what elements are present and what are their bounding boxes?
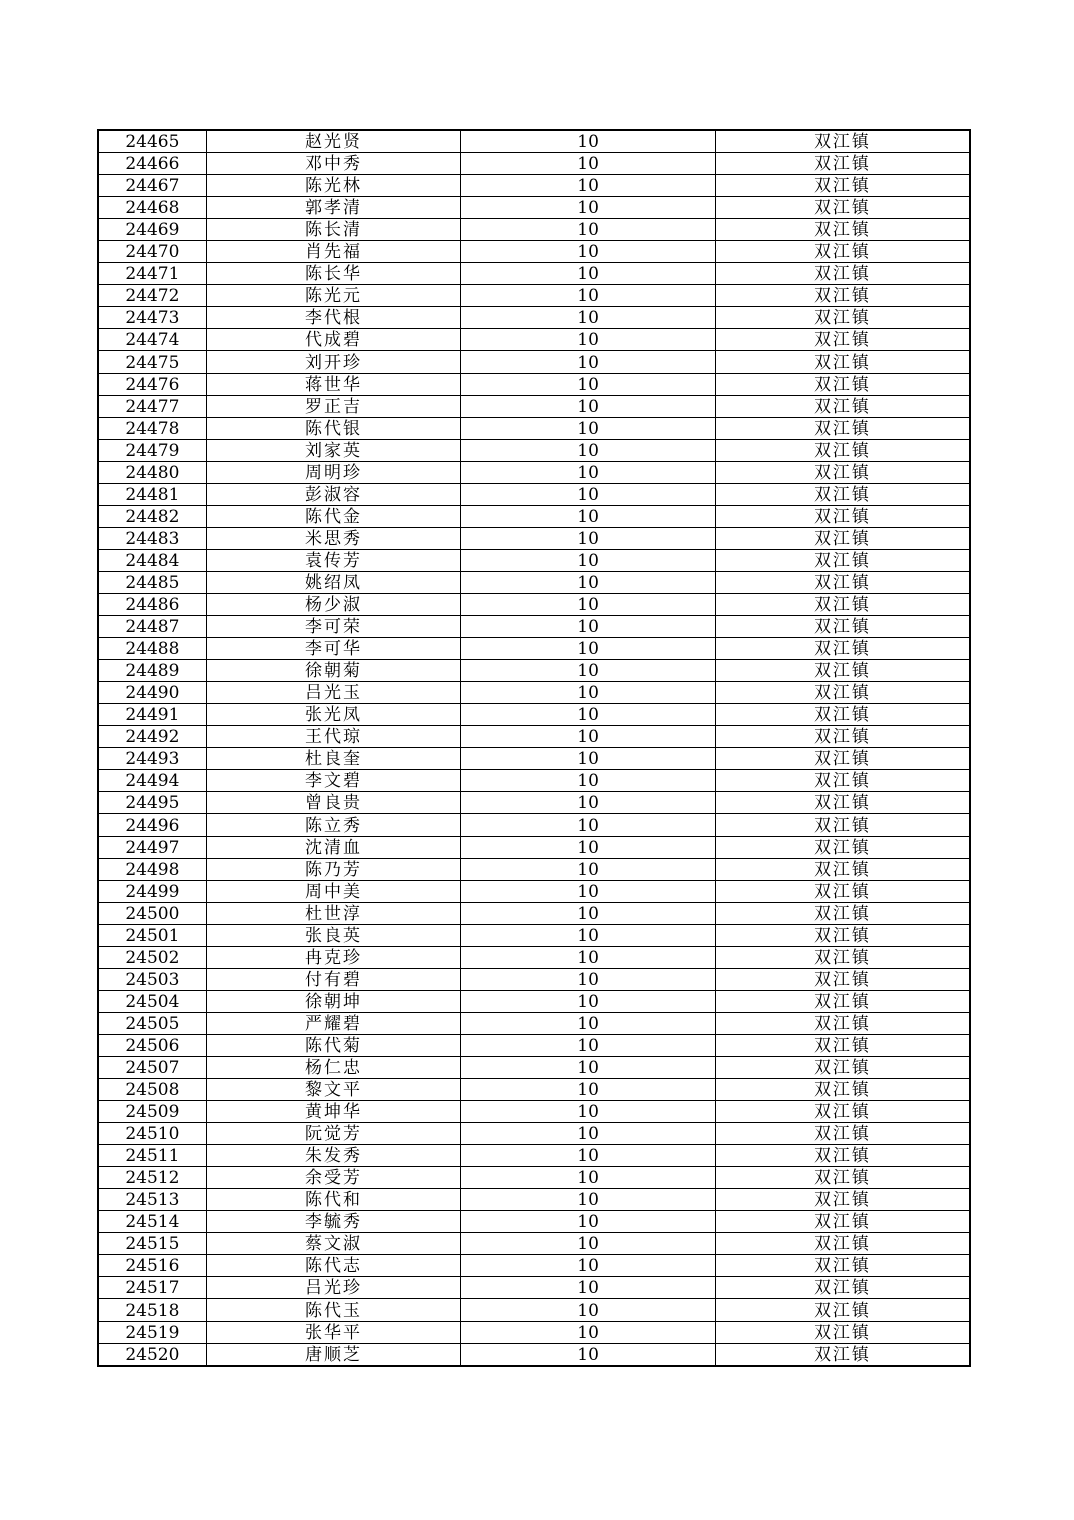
amount-cell: 10 [461, 924, 716, 946]
name-cell: 张光凤 [206, 704, 461, 726]
row-number-cell: 24496 [98, 814, 206, 836]
name-cell: 朱发秀 [206, 1145, 461, 1167]
name-cell: 付有碧 [206, 968, 461, 990]
name-cell: 陈代玉 [206, 1299, 461, 1321]
amount-cell: 10 [461, 704, 716, 726]
table-row [98, 1034, 970, 1056]
amount-cell: 10 [461, 1211, 716, 1233]
town-cell: 双江镇 [715, 175, 970, 197]
amount-cell: 10 [461, 285, 716, 307]
name-cell: 姚绍凤 [206, 571, 461, 593]
table-row [98, 1123, 970, 1145]
row-number-cell: 24479 [98, 439, 206, 461]
amount-cell: 10 [461, 1079, 716, 1101]
town-cell: 双江镇 [715, 1012, 970, 1034]
row-number-cell: 24501 [98, 924, 206, 946]
name-cell: 赵光贤 [206, 130, 461, 153]
row-number-cell: 24474 [98, 329, 206, 351]
name-cell: 黄坤华 [206, 1101, 461, 1123]
table-row [98, 836, 970, 858]
row-number-cell: 24488 [98, 638, 206, 660]
row-number-cell: 24520 [98, 1343, 206, 1366]
row-number-cell: 24504 [98, 990, 206, 1012]
row-number-cell: 24481 [98, 483, 206, 505]
name-cell: 陈代菊 [206, 1034, 461, 1056]
town-cell: 双江镇 [715, 638, 970, 660]
name-cell: 吕光珍 [206, 1277, 461, 1299]
amount-cell: 10 [461, 527, 716, 549]
table-row [98, 241, 970, 263]
amount-cell: 10 [461, 505, 716, 527]
name-cell: 肖先福 [206, 241, 461, 263]
amount-cell: 10 [461, 660, 716, 682]
name-cell: 杨仁忠 [206, 1056, 461, 1078]
row-number-cell: 24511 [98, 1145, 206, 1167]
table-row [98, 571, 970, 593]
table-body [98, 130, 970, 1366]
amount-cell: 10 [461, 726, 716, 748]
name-cell: 李代根 [206, 307, 461, 329]
amount-cell: 10 [461, 682, 716, 704]
town-cell: 双江镇 [715, 461, 970, 483]
row-number-cell: 24512 [98, 1167, 206, 1189]
amount-cell: 10 [461, 1189, 716, 1211]
table-row [98, 461, 970, 483]
row-number-cell: 24489 [98, 660, 206, 682]
row-number-cell: 24508 [98, 1079, 206, 1101]
row-number-cell: 24465 [98, 130, 206, 153]
amount-cell: 10 [461, 858, 716, 880]
table-row [98, 814, 970, 836]
town-cell: 双江镇 [715, 505, 970, 527]
amount-cell: 10 [461, 1277, 716, 1299]
name-cell: 唐顺芝 [206, 1343, 461, 1366]
town-cell: 双江镇 [715, 549, 970, 571]
town-cell: 双江镇 [715, 1299, 970, 1321]
name-cell: 黎文平 [206, 1079, 461, 1101]
table-row [98, 263, 970, 285]
row-number-cell: 24505 [98, 1012, 206, 1034]
name-cell: 余受芳 [206, 1167, 461, 1189]
table-row [98, 439, 970, 461]
table-row [98, 1012, 970, 1034]
table-row [98, 285, 970, 307]
name-cell: 陈光元 [206, 285, 461, 307]
row-number-cell: 24468 [98, 197, 206, 219]
town-cell: 双江镇 [715, 1145, 970, 1167]
town-cell: 双江镇 [715, 1211, 970, 1233]
row-number-cell: 24518 [98, 1299, 206, 1321]
table-row [98, 351, 970, 373]
table-row [98, 924, 970, 946]
town-cell: 双江镇 [715, 660, 970, 682]
town-cell: 双江镇 [715, 836, 970, 858]
name-cell: 李可华 [206, 638, 461, 660]
name-cell: 吕光玉 [206, 682, 461, 704]
row-number-cell: 24495 [98, 792, 206, 814]
town-cell: 双江镇 [715, 571, 970, 593]
table-row [98, 902, 970, 924]
name-cell: 陈光林 [206, 175, 461, 197]
row-number-cell: 24477 [98, 395, 206, 417]
row-number-cell: 24510 [98, 1123, 206, 1145]
row-number-cell: 24492 [98, 726, 206, 748]
town-cell: 双江镇 [715, 1277, 970, 1299]
town-cell: 双江镇 [715, 990, 970, 1012]
town-cell: 双江镇 [715, 616, 970, 638]
name-cell: 杜世淳 [206, 902, 461, 924]
table-row [98, 1211, 970, 1233]
row-number-cell: 24499 [98, 880, 206, 902]
table-row [98, 549, 970, 571]
town-cell: 双江镇 [715, 153, 970, 175]
row-number-cell: 24502 [98, 946, 206, 968]
table-row [98, 792, 970, 814]
row-number-cell: 24469 [98, 219, 206, 241]
name-cell: 李毓秀 [206, 1211, 461, 1233]
town-cell: 双江镇 [715, 792, 970, 814]
town-cell: 双江镇 [715, 748, 970, 770]
amount-cell: 10 [461, 1343, 716, 1366]
town-cell: 双江镇 [715, 682, 970, 704]
amount-cell: 10 [461, 351, 716, 373]
row-number-cell: 24475 [98, 351, 206, 373]
amount-cell: 10 [461, 1123, 716, 1145]
row-number-cell: 24515 [98, 1233, 206, 1255]
table-row [98, 417, 970, 439]
name-cell: 陈立秀 [206, 814, 461, 836]
town-cell: 双江镇 [715, 197, 970, 219]
town-cell: 双江镇 [715, 880, 970, 902]
table-row [98, 1299, 970, 1321]
row-number-cell: 24471 [98, 263, 206, 285]
town-cell: 双江镇 [715, 946, 970, 968]
row-number-cell: 24507 [98, 1056, 206, 1078]
town-cell: 双江镇 [715, 1167, 970, 1189]
amount-cell: 10 [461, 395, 716, 417]
town-cell: 双江镇 [715, 1079, 970, 1101]
table-row [98, 395, 970, 417]
town-cell: 双江镇 [715, 1343, 970, 1366]
table-row [98, 329, 970, 351]
amount-cell: 10 [461, 1299, 716, 1321]
table-row [98, 153, 970, 175]
town-cell: 双江镇 [715, 417, 970, 439]
table-row [98, 1189, 970, 1211]
name-cell: 陈长清 [206, 219, 461, 241]
amount-cell: 10 [461, 219, 716, 241]
town-cell: 双江镇 [715, 241, 970, 263]
table-row [98, 748, 970, 770]
amount-cell: 10 [461, 1255, 716, 1277]
row-number-cell: 24503 [98, 968, 206, 990]
row-number-cell: 24470 [98, 241, 206, 263]
row-number-cell: 24491 [98, 704, 206, 726]
amount-cell: 10 [461, 1167, 716, 1189]
row-number-cell: 24497 [98, 836, 206, 858]
row-number-cell: 24493 [98, 748, 206, 770]
row-number-cell: 24514 [98, 1211, 206, 1233]
name-cell: 阮觉芳 [206, 1123, 461, 1145]
table-row [98, 1145, 970, 1167]
amount-cell: 10 [461, 483, 716, 505]
town-cell: 双江镇 [715, 483, 970, 505]
table-row [98, 130, 970, 153]
table-row [98, 1056, 970, 1078]
amount-cell: 10 [461, 990, 716, 1012]
table-row [98, 1233, 970, 1255]
name-cell: 刘家英 [206, 439, 461, 461]
table-row [98, 1101, 970, 1123]
amount-cell: 10 [461, 968, 716, 990]
town-cell: 双江镇 [715, 593, 970, 615]
name-cell: 陈乃芳 [206, 858, 461, 880]
name-cell: 代成碧 [206, 329, 461, 351]
table-row [98, 990, 970, 1012]
amount-cell: 10 [461, 461, 716, 483]
amount-cell: 10 [461, 307, 716, 329]
table-row [98, 616, 970, 638]
amount-cell: 10 [461, 241, 716, 263]
table-row [98, 770, 970, 792]
amount-cell: 10 [461, 130, 716, 153]
town-cell: 双江镇 [715, 395, 970, 417]
amount-cell: 10 [461, 571, 716, 593]
row-number-cell: 24487 [98, 616, 206, 638]
table-row [98, 197, 970, 219]
name-cell: 王代琼 [206, 726, 461, 748]
table-row [98, 858, 970, 880]
table-row [98, 483, 970, 505]
name-cell: 李文碧 [206, 770, 461, 792]
name-cell: 周中美 [206, 880, 461, 902]
table-row [98, 527, 970, 549]
name-cell: 陈长华 [206, 263, 461, 285]
name-cell: 沈清血 [206, 836, 461, 858]
town-cell: 双江镇 [715, 1056, 970, 1078]
amount-cell: 10 [461, 1012, 716, 1034]
town-cell: 双江镇 [715, 968, 970, 990]
row-number-cell: 24476 [98, 373, 206, 395]
name-cell: 袁传芳 [206, 549, 461, 571]
name-cell: 杨少淑 [206, 593, 461, 615]
row-number-cell: 24482 [98, 505, 206, 527]
town-cell: 双江镇 [715, 814, 970, 836]
row-number-cell: 24473 [98, 307, 206, 329]
name-cell: 陈代和 [206, 1189, 461, 1211]
row-number-cell: 24485 [98, 571, 206, 593]
amount-cell: 10 [461, 1145, 716, 1167]
amount-cell: 10 [461, 549, 716, 571]
table-row [98, 593, 970, 615]
town-cell: 双江镇 [715, 902, 970, 924]
amount-cell: 10 [461, 373, 716, 395]
amount-cell: 10 [461, 197, 716, 219]
amount-cell: 10 [461, 1101, 716, 1123]
amount-cell: 10 [461, 880, 716, 902]
town-cell: 双江镇 [715, 1123, 970, 1145]
row-number-cell: 24513 [98, 1189, 206, 1211]
town-cell: 双江镇 [715, 726, 970, 748]
town-cell: 双江镇 [715, 130, 970, 153]
name-cell: 陈代金 [206, 505, 461, 527]
table-row [98, 219, 970, 241]
name-cell: 徐朝菊 [206, 660, 461, 682]
name-cell: 郭孝清 [206, 197, 461, 219]
table-row [98, 1167, 970, 1189]
town-cell: 双江镇 [715, 527, 970, 549]
table-row [98, 1079, 970, 1101]
amount-cell: 10 [461, 417, 716, 439]
town-cell: 双江镇 [715, 924, 970, 946]
row-number-cell: 24467 [98, 175, 206, 197]
town-cell: 双江镇 [715, 858, 970, 880]
town-cell: 双江镇 [715, 1321, 970, 1343]
town-cell: 双江镇 [715, 329, 970, 351]
row-number-cell: 24486 [98, 593, 206, 615]
table-row [98, 968, 970, 990]
table-row [98, 638, 970, 660]
table-row [98, 307, 970, 329]
name-cell: 张华平 [206, 1321, 461, 1343]
name-cell: 严耀碧 [206, 1012, 461, 1034]
town-cell: 双江镇 [715, 351, 970, 373]
table-row [98, 726, 970, 748]
name-cell: 张良英 [206, 924, 461, 946]
row-number-cell: 24483 [98, 527, 206, 549]
amount-cell: 10 [461, 329, 716, 351]
name-cell: 徐朝坤 [206, 990, 461, 1012]
row-number-cell: 24506 [98, 1034, 206, 1056]
amount-cell: 10 [461, 792, 716, 814]
name-cell: 彭淑容 [206, 483, 461, 505]
amount-cell: 10 [461, 836, 716, 858]
table-row [98, 946, 970, 968]
town-cell: 双江镇 [715, 1255, 970, 1277]
name-cell: 李可荣 [206, 616, 461, 638]
row-number-cell: 24494 [98, 770, 206, 792]
amount-cell: 10 [461, 1056, 716, 1078]
row-number-cell: 24516 [98, 1255, 206, 1277]
amount-cell: 10 [461, 593, 716, 615]
row-number-cell: 24500 [98, 902, 206, 924]
amount-cell: 10 [461, 1034, 716, 1056]
name-cell: 邓中秀 [206, 153, 461, 175]
name-cell: 冉克珍 [206, 946, 461, 968]
row-number-cell: 24472 [98, 285, 206, 307]
table-row [98, 373, 970, 395]
name-cell: 陈代银 [206, 417, 461, 439]
row-number-cell: 24490 [98, 682, 206, 704]
amount-cell: 10 [461, 1233, 716, 1255]
amount-cell: 10 [461, 748, 716, 770]
table-row [98, 660, 970, 682]
amount-cell: 10 [461, 946, 716, 968]
name-cell: 周明珍 [206, 461, 461, 483]
town-cell: 双江镇 [715, 1101, 970, 1123]
town-cell: 双江镇 [715, 373, 970, 395]
name-cell: 蔡文淑 [206, 1233, 461, 1255]
amount-cell: 10 [461, 439, 716, 461]
row-number-cell: 24517 [98, 1277, 206, 1299]
town-cell: 双江镇 [715, 285, 970, 307]
table-row [98, 704, 970, 726]
row-number-cell: 24498 [98, 858, 206, 880]
row-number-cell: 24509 [98, 1101, 206, 1123]
amount-cell: 10 [461, 263, 716, 285]
amount-cell: 10 [461, 770, 716, 792]
town-cell: 双江镇 [715, 307, 970, 329]
table-row [98, 1343, 970, 1366]
row-number-cell: 24484 [98, 549, 206, 571]
table-row [98, 880, 970, 902]
name-cell: 陈代志 [206, 1255, 461, 1277]
row-number-cell: 24478 [98, 417, 206, 439]
name-cell: 米思秀 [206, 527, 461, 549]
town-cell: 双江镇 [715, 219, 970, 241]
town-cell: 双江镇 [715, 1233, 970, 1255]
amount-cell: 10 [461, 616, 716, 638]
row-number-cell: 24519 [98, 1321, 206, 1343]
name-cell: 杜良奎 [206, 748, 461, 770]
name-cell: 罗正吉 [206, 395, 461, 417]
table-row [98, 175, 970, 197]
town-cell: 双江镇 [715, 263, 970, 285]
amount-cell: 10 [461, 902, 716, 924]
town-cell: 双江镇 [715, 1189, 970, 1211]
row-number-cell: 24480 [98, 461, 206, 483]
amount-cell: 10 [461, 638, 716, 660]
name-cell: 蒋世华 [206, 373, 461, 395]
data-table [97, 129, 971, 1367]
name-cell: 曾良贵 [206, 792, 461, 814]
town-cell: 双江镇 [715, 704, 970, 726]
amount-cell: 10 [461, 175, 716, 197]
amount-cell: 10 [461, 1321, 716, 1343]
town-cell: 双江镇 [715, 439, 970, 461]
amount-cell: 10 [461, 153, 716, 175]
town-cell: 双江镇 [715, 1034, 970, 1056]
table-row [98, 505, 970, 527]
table-row [98, 1255, 970, 1277]
table-row [98, 1321, 970, 1343]
table-row [98, 682, 970, 704]
table-row [98, 1277, 970, 1299]
amount-cell: 10 [461, 814, 716, 836]
row-number-cell: 24466 [98, 153, 206, 175]
name-cell: 刘开珍 [206, 351, 461, 373]
town-cell: 双江镇 [715, 770, 970, 792]
